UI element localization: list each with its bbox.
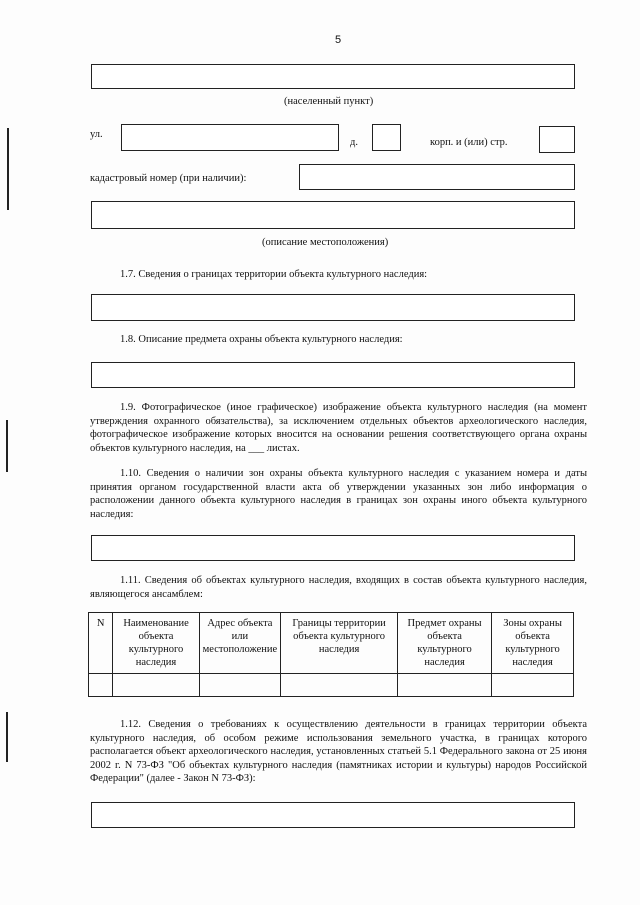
protection-zones-field[interactable] (91, 535, 575, 561)
building-field[interactable] (539, 126, 575, 153)
table-header-row (89, 613, 574, 674)
section-1-10-text: 1.10. Сведения о наличии зон охраны объекта культурного наследия с указанием номера и даты принятия органом государственной власти акта об утверждении указанных зон либо информация о расположении данного объекта культурного наследия в границах зон охраны иного объекта культурного наследия: (90, 468, 587, 520)
col-subject-header: Предмет охраны объекта культурного наследия (398, 613, 492, 674)
scan-mark (6, 712, 8, 762)
col-zones-header: Зоны охраны объекта культурного наследия (492, 613, 574, 674)
section-1-11-text: 1.11. Сведения об объектах культурного наследия, входящих в состав объекта культурного наследия, являющегося ансамблем: (90, 575, 587, 600)
col-name-header: Наименование объекта культурного наследия (113, 613, 199, 674)
col-number-header: N (89, 613, 113, 674)
street-field[interactable] (121, 124, 339, 151)
table-cell[interactable] (398, 674, 492, 697)
table-cell[interactable] (199, 674, 281, 697)
requirements-field[interactable] (91, 802, 575, 828)
cadastral-field[interactable] (299, 164, 575, 190)
table-cell[interactable] (492, 674, 574, 697)
table-cell[interactable] (113, 674, 199, 697)
building-label: корп. и (или) стр. (430, 137, 508, 148)
protection-subject-field[interactable] (91, 362, 575, 388)
location-caption: (описание местоположения) (262, 237, 389, 248)
section-1-12-text: 1.12. Сведения о требованиях к осуществлению деятельности в границах территории объекта культурного наследия, об особом режиме использования земельного участка, в границах которого располагается объект археологического наследия, установленных статьей 5.1 Федерального закона от 25 июня 2002 г. N 73-ФЗ "Об объектах культурного наследия (памятниках истории и культуры) народов Российской Федерации" (далее - Закон N 73-ФЗ): (90, 719, 587, 784)
table-row (89, 674, 574, 697)
col-boundaries-header: Границы территории объекта культурного наследия (281, 613, 398, 674)
house-field[interactable] (372, 124, 401, 151)
territory-boundaries-field[interactable] (91, 294, 575, 321)
section-1-8-text: 1.8. Описание предмета охраны объекта культурного наследия: (120, 334, 403, 345)
section-1-9-text: 1.9. Фотографическое (иное графическое) изображение объекта культурного наследия (на момент утверждения охранного обязательства), за исключением отдельных объектов археологического наследия, фотографическое изображение которых вносится на основании решения соответствующего органа охраны объектов культурного наследия, на ___ листах. (90, 402, 587, 454)
table-cell[interactable] (281, 674, 398, 697)
settlement-caption: (населенный пункт) (284, 96, 374, 107)
section-1-7-text: 1.7. Сведения о границах территории объекта культурного наследия: (120, 269, 428, 280)
cadastral-label: кадастровый номер (при наличии): (90, 173, 247, 184)
scan-mark (6, 420, 8, 472)
ensemble-table (88, 612, 574, 697)
table-cell[interactable] (89, 674, 113, 697)
house-label: д. (350, 137, 358, 148)
location-field[interactable] (91, 201, 575, 229)
page-number: 5 (335, 34, 342, 46)
settlement-field[interactable] (91, 64, 575, 89)
street-label: ул. (90, 129, 103, 140)
col-address-header: Адрес объекта или местоположение (199, 613, 281, 674)
scan-mark (7, 128, 9, 210)
